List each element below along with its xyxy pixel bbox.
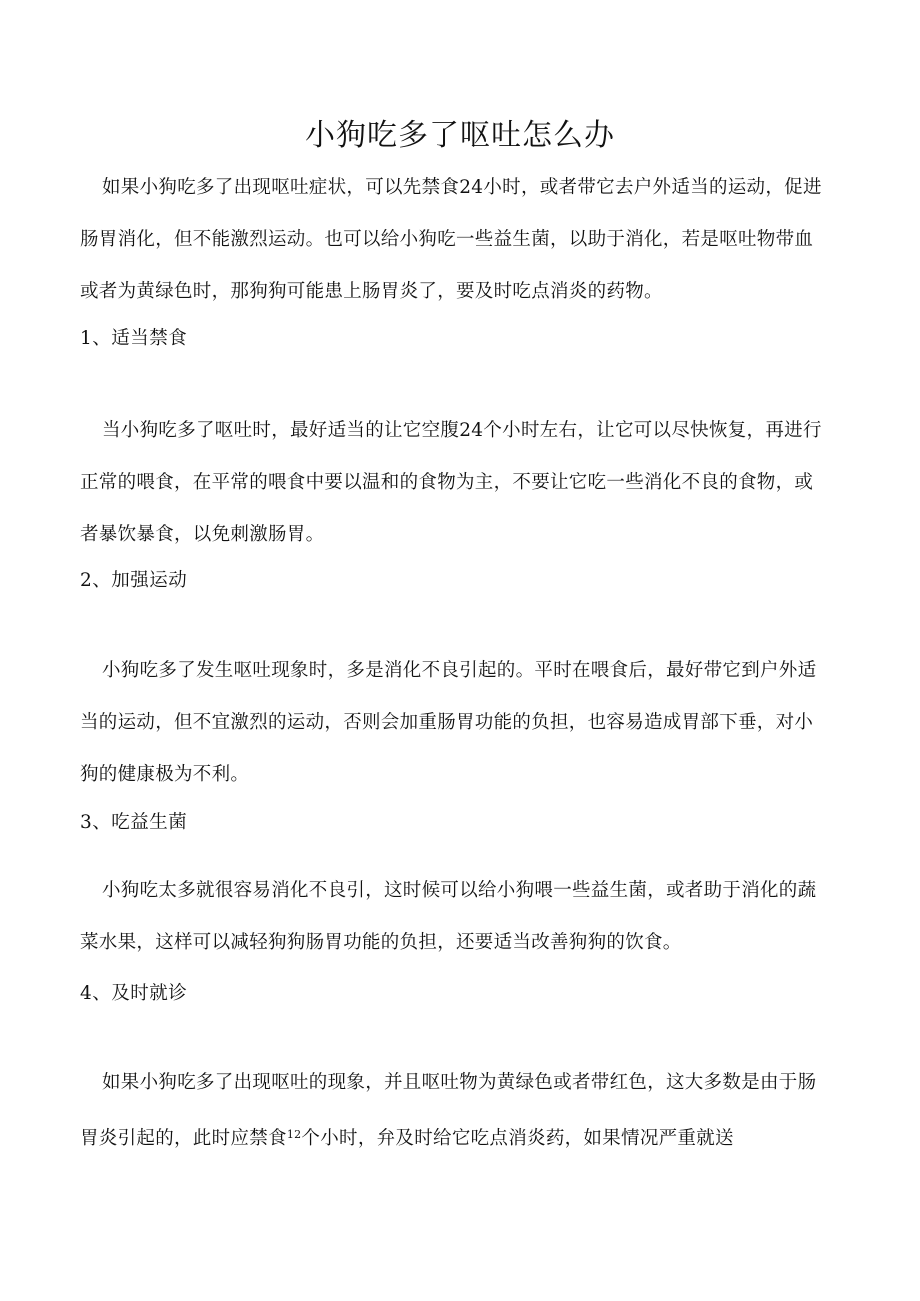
section-body-exercise: 小狗吃多了发生呕吐现象时，多是消化不良引起的。平时在喂食后，最好带它到户外适当的运动，但不宜激烈的运动，否则会加重肠胃功能的负担，也容易造成胃部下垂，对小狗的健康极为不利。 [80,660,817,785]
section-body-vet-visit [80,1057,825,1165]
section-body-probiotics: 小狗吃太多就很容易消化不良引，这时候可以给小狗喂一些益生菌，或者助于消化的蔬菜水果，这样可以减轻狗狗肠胃功能的负担，还要适当改善狗狗的饮食。 [80,880,817,953]
vet-visit-text-start: 如果小狗吃多了出现呕吐的现象，并且呕吐物为黄绿色或者带红色，这大多数是由于肠胃炎引起的，此时应禁食 [80,1072,817,1149]
section-heading-exercise: 2、加强运动 [80,570,188,591]
fasting-hours-number: 12 [286,1128,302,1141]
document-title: 小狗吃多了呕吐怎么办 [305,118,615,153]
vet-visit-text-end: 个小时，弁及时给它吃点消炎药，如果情况严重就送 [301,1128,734,1149]
section-heading-fasting: 1、适当禁食 [80,328,188,349]
intro-paragraph: 如果小狗吃多了出现呕吐症状，可以先禁食24小时，或者带它去户外适当的运动，促进肠胃消化，但不能激烈运动。也可以给小狗吃一些益生菌，以助于消化，若是呕吐物带血或者为黄绿色时，那狗狗可能患上肠胃炎了，要及时吃点消炎的药物。 [80,177,822,302]
section-heading-probiotics: 3、吃益生菌 [80,812,188,833]
section-body-fasting: 当小狗吃多了呕吐时，最好适当的让它空腹24个小时左右，让它可以尽快恢复，再进行正常的喂食，在平常的喂食中要以温和的食物为主，不要让它吃一些消化不良的食物，或者暴饮暴食，以免刺激肠胃。 [80,420,822,545]
section-heading-vet-visit: 4、及时就诊 [80,983,188,1004]
